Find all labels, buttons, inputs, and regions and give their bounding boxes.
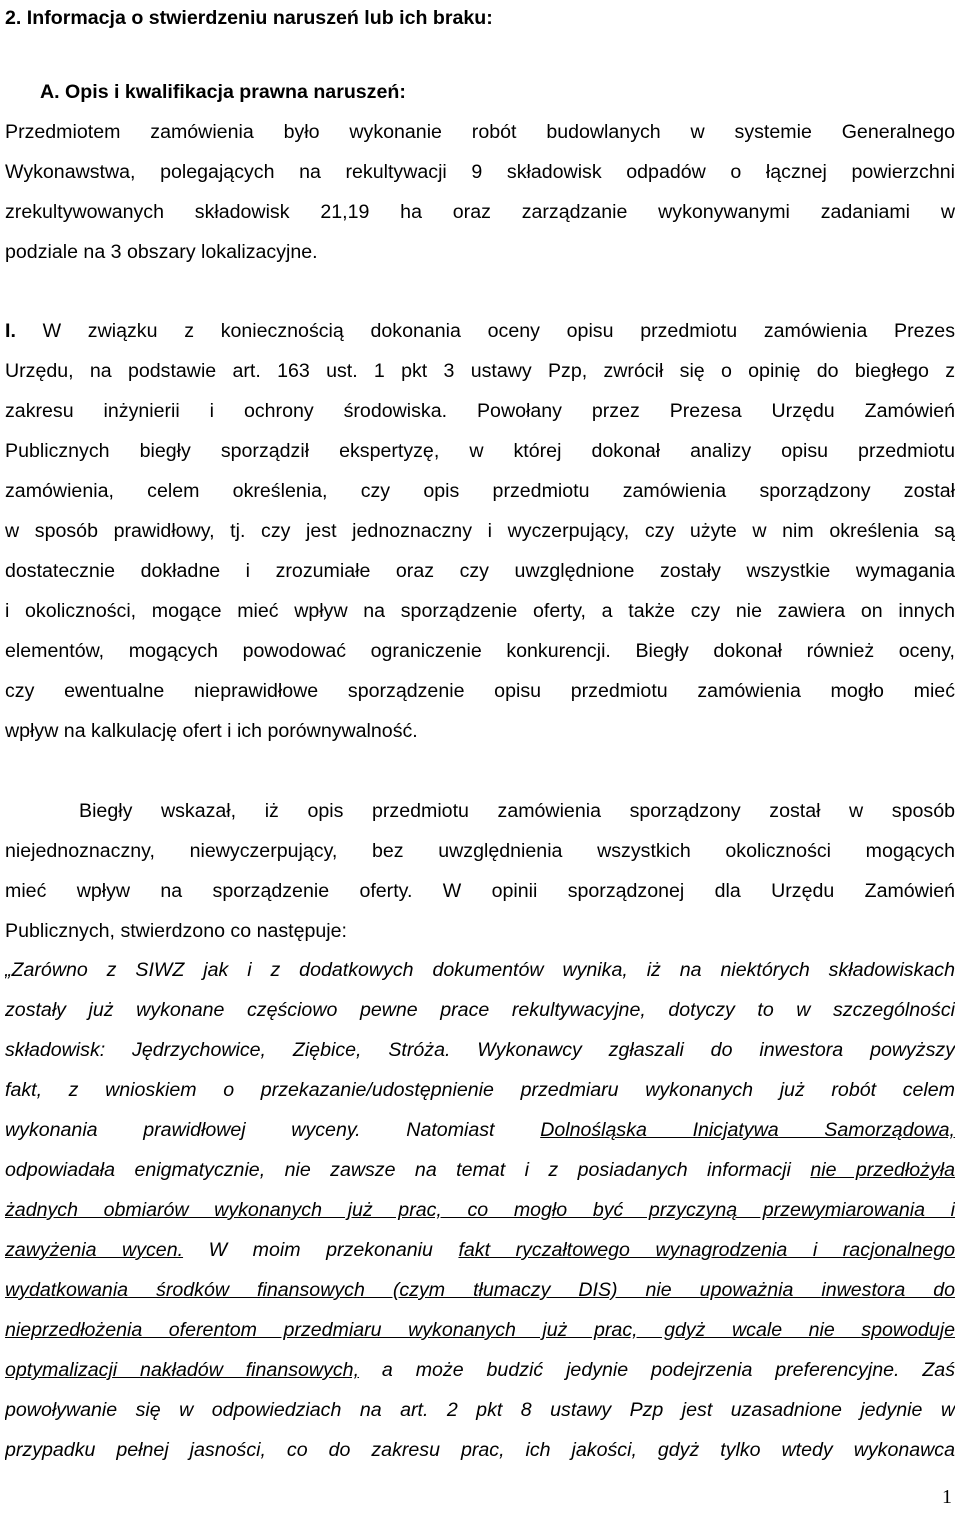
text-run: a może budzić jedynie podejrzenia preferencyjne. Zaś: [359, 1359, 955, 1381]
text-line: podziale na 3 obszary lokalizacyjne.: [5, 241, 318, 263]
text-line: [5, 1237, 955, 1263]
roman-numeral: I.: [5, 320, 16, 342]
section-heading: 2. Informacja o stwierdzeniu naruszeń lub ich braku:: [5, 7, 493, 29]
text-line: Wykonawstwa, polegających na rekultywacji 9 składowisk odpadów o łącznej powierzchni: [5, 161, 955, 183]
text-line: Biegły wskazał, iż opis przedmiotu zamówienia sporządzony został w sposób: [79, 800, 955, 822]
underlined-text: zawyżenia wycen.: [5, 1239, 184, 1261]
text-line: czy ewentualne nieprawidłowe sporządzenie opisu przedmiotu zamówienia mogło mieć: [5, 680, 955, 702]
text-run: wykonania prawidłowej wyceny. Natomiast: [5, 1119, 541, 1141]
text-line: [5, 1157, 955, 1183]
text-run: W moim przekonaniu: [183, 1239, 459, 1261]
text-line: niejednoznaczny, niewyczerpujący, bez uwzględnienia wszystkich okoliczności mogących: [5, 840, 955, 862]
text-line: powoływanie się w odpowiedziach na art. 2 pkt 8 ustawy Pzp jest uzasadnione jedynie w: [5, 1399, 955, 1421]
text-line: zakresu inżynierii i ochrony środowiska. Powołany przez Prezesa Urzędu Zamówień: [5, 400, 955, 422]
text-line: przypadku pełnej jasności, co do zakresu prac, ich jakości, gdyż tylko wtedy wykonawca: [5, 1439, 955, 1461]
text-line: Publicznych, stwierdzono co następuje:: [5, 920, 347, 942]
underlined-text: Dolnośląska Inicjatywa Samorządowa,: [540, 1119, 955, 1141]
underlined-text: nie przedłożyła: [810, 1159, 955, 1181]
text-line: zostały już wykonane częściowo pewne prace rekultywacyjne, dotyczy to w szczególności: [5, 999, 955, 1021]
text-line: zamówienia, celem określenia, czy opis przedmiotu zamówienia sporządzony został: [5, 480, 955, 502]
text-line: [5, 1117, 955, 1143]
text-line: Urzędu, na podstawie art. 163 ust. 1 pkt 3 ustawy Pzp, zwrócił się o opinię do biegłego z: [5, 360, 955, 382]
underlined-text: nieprzedłożenia oferentom przedmiaru wykonanych już prac, gdyż wcale nie spowoduje: [5, 1319, 955, 1341]
underlined-text: wydatkowania środków finansowych (czym tłumaczy DIS) nie upoważnia inwestora do: [5, 1279, 955, 1301]
text-line: Przedmiotem zamówienia było wykonanie robót budowlanych w systemie Generalnego: [5, 121, 955, 143]
text-line: [5, 1357, 955, 1383]
subsection-heading: A. Opis i kwalifikacja prawna naruszeń:: [40, 81, 406, 103]
underlined-text: fakt ryczałtowego wynagrodzenia i racjonalnego: [458, 1239, 955, 1261]
text-line: elementów, mogących powodować ograniczenie konkurencji. Biegły dokonał również oceny,: [5, 640, 955, 662]
text-line: dostatecznie dokładne i zrozumiałe oraz czy uwzględnione zostały wszystkie wymagania: [5, 560, 955, 582]
text-line: i okoliczności, mogące mieć wpływ na sporządzenie oferty, a także czy nie zawiera on innych: [5, 600, 955, 622]
page-number: 1: [942, 1486, 952, 1508]
underlined-text: żadnych obmiarów wykonanych już prac, co mogło być przyczyną przewymiarowania i: [5, 1199, 955, 1221]
text-line: w sposób prawidłowy, tj. czy jest jednoznaczny i wyczerpujący, czy użyte w nim określenia są: [5, 520, 955, 542]
text-line: [5, 318, 955, 344]
text-line: składowisk: Jędrzychowice, Ziębice, Stróża. Wykonawcy zgłaszali do inwestora powyższy: [5, 1039, 955, 1061]
underlined-text: optymalizacji nakładów finansowych,: [5, 1359, 360, 1381]
text-run: odpowiadała enigmatycznie, nie zawsze na temat i z posiadanych informacji: [5, 1159, 811, 1181]
text-line: fakt, z wnioskiem o przekazanie/udostępnienie przedmiaru wykonanych już robót celem: [5, 1079, 955, 1101]
text-line: Publicznych biegły sporządził ekspertyzę, w której dokonał analizy opisu przedmiotu: [5, 440, 955, 462]
text-run: W związku z koniecznością dokonania oceny opisu przedmiotu zamówienia Prezes: [15, 320, 955, 342]
text-line: „Zarówno z SIWZ jak i z dodatkowych dokumentów wynika, iż na niektórych składowiskach: [5, 959, 955, 981]
text-line: mieć wpływ na sporządzenie oferty. W opinii sporządzonej dla Urzędu Zamówień: [5, 880, 955, 902]
text-line: zrekultywowanych składowisk 21,19 ha oraz zarządzanie wykonywanymi zadaniami w: [5, 201, 955, 223]
text-line: wpływ na kalkulację ofert i ich porównywalność.: [5, 720, 418, 742]
